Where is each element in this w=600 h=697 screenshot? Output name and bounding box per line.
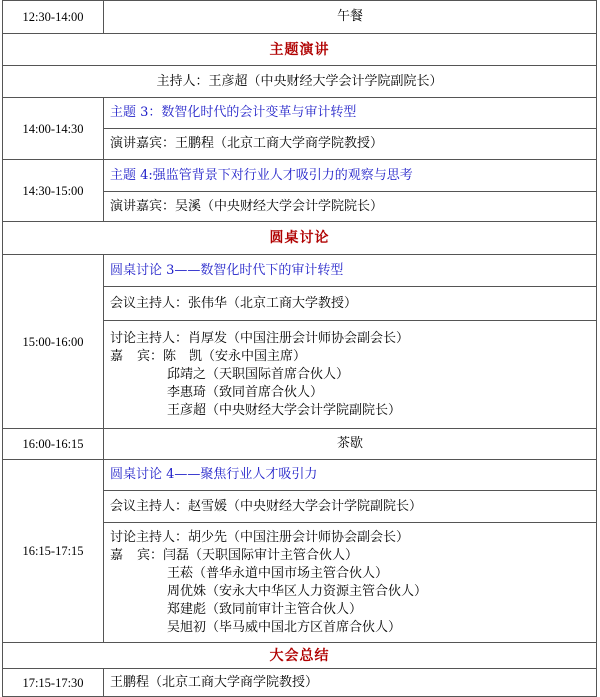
moderator: 讨论主持人：胡少先（中国注册会计师协会副会长） (110, 529, 410, 545)
time-cell: 14:30-15:00 (3, 160, 104, 222)
guest-name: 吴旭初（毕马威中国北方区首席合伙人） (167, 619, 402, 635)
time-cell: 15:00-16:00 (3, 255, 104, 429)
guest-name: 陈 凯（安永中国主席） (163, 348, 307, 364)
guest-name: 郑建彪（致同前审计主管合伙人） (167, 601, 363, 617)
lunch-label: 午餐 (104, 1, 597, 34)
time-cell: 17:15-17:30 (3, 669, 104, 697)
guest-line (110, 348, 590, 366)
roundtable-host: 会议主持人：张伟华（北京工商大学教授） (104, 287, 597, 321)
time-cell: 16:00-16:15 (3, 429, 104, 460)
panel-cell (104, 523, 597, 643)
guest-line (110, 547, 590, 565)
time-cell: 16:15-17:15 (3, 460, 104, 643)
talk-title: 主题 3：数智化时代的会计变革与审计转型 (104, 98, 597, 129)
guest-label: 嘉 (110, 348, 124, 364)
talk-speaker: 演讲嘉宾：吴溪（中央财经大学会计学院院长） (104, 192, 597, 222)
tea-row (3, 429, 597, 460)
keynote-host: 主持人：王彦超（中央财经大学会计学院副院长） (3, 66, 597, 98)
guest-label: 嘉 (110, 547, 124, 563)
moderator: 讨论主持人：肖厚发（中国注册会计师协会副会长） (110, 330, 410, 346)
talk-row (3, 160, 597, 192)
roundtable-title: 圆桌讨论 4——聚焦行业人才吸引力 (104, 460, 597, 491)
guest-name: 周优姝（安永大中华区人力资源主管合伙人） (167, 583, 428, 599)
guest-name: 闫磊（天职国际审计主管合伙人） (163, 547, 359, 563)
talk-speaker: 演讲嘉宾：王鹏程（北京工商大学商学院教授） (104, 129, 597, 160)
time-cell: 12:30-14:00 (3, 1, 104, 34)
talk-title: 主题 4:强监管背景下对行业人才吸引力的观察与思考 (104, 160, 597, 192)
guest-name: 邱靖之（天职国际首席合伙人） (167, 366, 350, 382)
guest-name: 王彦超（中央财经大学会计学院副院长） (167, 402, 402, 418)
guest-name: 王菘（普华永道中国市场主管合伙人） (167, 565, 389, 581)
talk-row (3, 98, 597, 129)
roundtable-header: 圆桌讨论 (3, 222, 597, 255)
schedule-table (2, 0, 597, 697)
section-row (3, 222, 597, 255)
section-row (3, 643, 597, 669)
guest-label: 宾： (137, 547, 164, 563)
roundtable-title: 圆桌讨论 3——数智化时代下的审计转型 (104, 255, 597, 287)
time-cell: 14:00-14:30 (3, 98, 104, 160)
roundtable-host: 会议主持人：赵雪媛（中央财经大学会计学院副院长） (104, 491, 597, 523)
host-row (3, 66, 597, 98)
guest-name: 李惠琦（致同首席合伙人） (167, 384, 324, 400)
closing-row (3, 669, 597, 697)
roundtable-title-row (3, 255, 597, 287)
section-row (3, 34, 597, 66)
lunch-row (3, 1, 597, 34)
guest-label: 宾： (137, 348, 164, 364)
panel-cell (104, 321, 597, 429)
roundtable-title-row (3, 460, 597, 491)
keynote-header: 主题演讲 (3, 34, 597, 66)
closing-speaker: 王鹏程（北京工商大学商学院教授） (104, 669, 597, 697)
closing-header: 大会总结 (3, 643, 597, 669)
tea-label: 茶歇 (104, 429, 597, 460)
